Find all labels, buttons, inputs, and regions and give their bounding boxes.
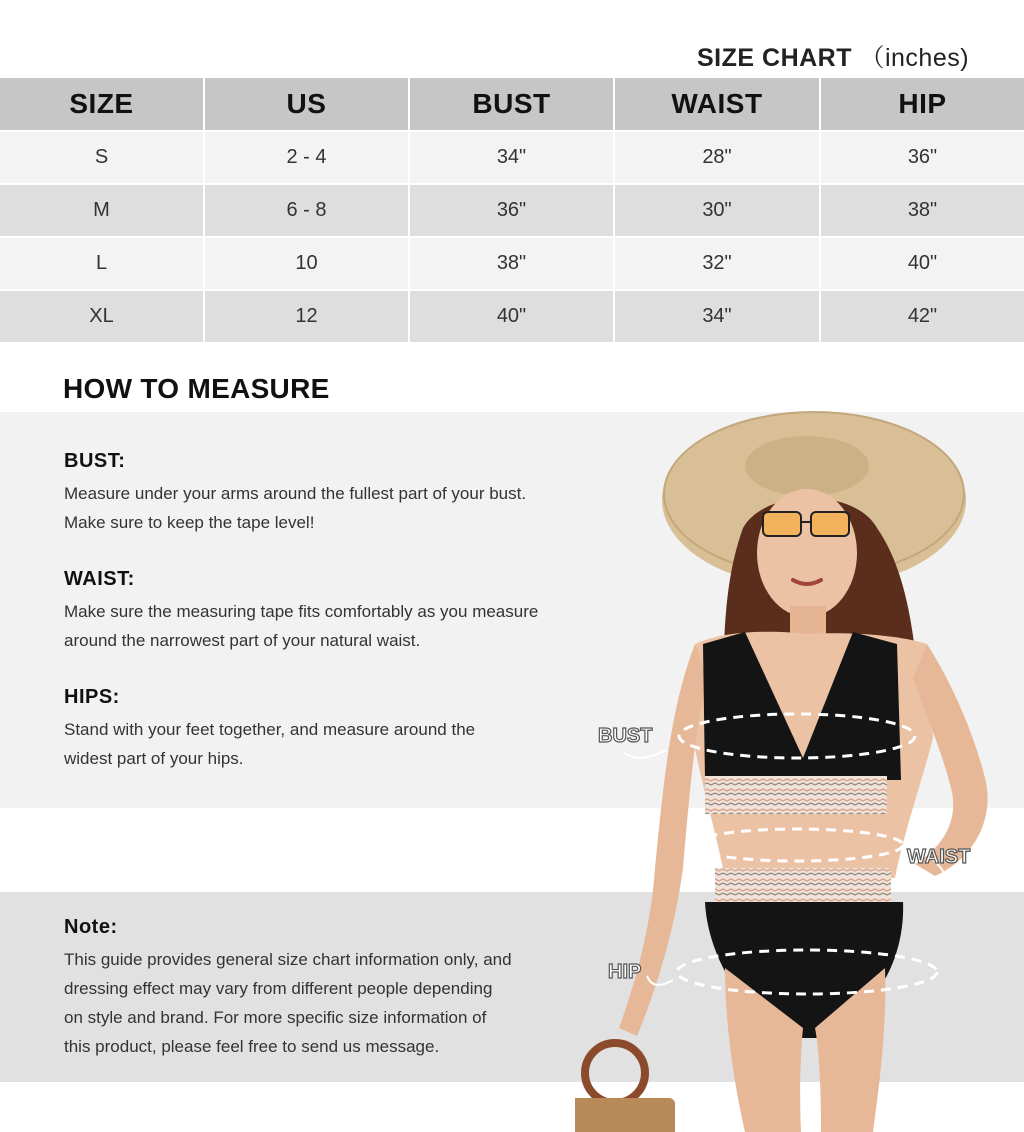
- table-cell: 42": [821, 291, 1024, 344]
- table-cell: S: [0, 132, 205, 185]
- size-chart-title: [697, 38, 969, 74]
- model-figure: [575, 408, 1024, 1132]
- hips-text: [64, 715, 624, 773]
- table-header-row: [0, 78, 1024, 132]
- column-header-size: SIZE: [0, 78, 205, 132]
- table-row: [0, 132, 1024, 185]
- table-cell: 36": [410, 185, 615, 238]
- hips-text-line: Stand with your feet together, and measure around the: [64, 720, 476, 739]
- waist-instructions: [64, 568, 624, 655]
- table-cell: M: [0, 185, 205, 238]
- column-header-hip: HIP: [821, 78, 1024, 132]
- table-cell: XL: [0, 291, 205, 344]
- column-header-us: US: [205, 78, 410, 132]
- table-cell: 40": [410, 291, 615, 344]
- table-cell: 32": [615, 238, 821, 291]
- handbag-handle-icon: [585, 1043, 645, 1103]
- bust-text-line: Measure under your arms around the fullest part of your bust.: [64, 484, 527, 503]
- bust-figure-label: BUST: [598, 725, 653, 747]
- bust-heading: BUST:: [64, 450, 126, 472]
- table-row: [0, 291, 1024, 344]
- note-text-line: this product, please feel free to send us message.: [64, 1037, 440, 1056]
- bust-text: [64, 479, 624, 537]
- hips-text-line: widest part of your hips.: [64, 749, 244, 768]
- bust-instructions: [64, 450, 624, 537]
- table-cell: 40": [821, 238, 1024, 291]
- hips-heading: HIPS:: [64, 686, 120, 708]
- note-text-line: dressing effect may vary from different people depending: [64, 979, 493, 998]
- table-cell: 2 - 4: [205, 132, 410, 185]
- waist-figure-label: WAIST: [907, 846, 971, 868]
- table-cell: 38": [410, 238, 615, 291]
- waist-text-line: Make sure the measuring tape fits comfortably as you measure: [64, 602, 539, 621]
- table-cell: 38": [821, 185, 1024, 238]
- how-to-measure-title: HOW TO MEASURE: [63, 373, 330, 404]
- face-icon: [757, 489, 857, 617]
- hip-figure-label: HIP: [608, 961, 642, 983]
- column-header-bust: BUST: [410, 78, 615, 132]
- note-block: [64, 916, 584, 1061]
- table-cell: 34": [615, 291, 821, 344]
- table-cell: 34": [410, 132, 615, 185]
- table-cell: 12: [205, 291, 410, 344]
- note-text-line: on style and brand. For more specific size information of: [64, 1008, 487, 1027]
- note-text-line: This guide provides general size chart information only, and: [64, 950, 512, 969]
- model-illustration: [575, 408, 1024, 1132]
- size-chart-title-text: SIZE CHART: [697, 44, 852, 72]
- hips-instructions: [64, 686, 624, 773]
- waist-text-line: around the narrowest part of your natural waist.: [64, 631, 421, 650]
- bust-text-line: Make sure to keep the tape level!: [64, 513, 315, 532]
- table-row: [0, 185, 1024, 238]
- table-cell: 36": [821, 132, 1024, 185]
- bikini-band-icon: [705, 776, 887, 814]
- note-heading: Note:: [64, 916, 118, 938]
- table-cell: L: [0, 238, 205, 291]
- size-table: [0, 78, 1024, 344]
- sunglasses-icon: [763, 512, 801, 536]
- table-cell: 6 - 8: [205, 185, 410, 238]
- handbag-icon: [575, 1098, 675, 1132]
- table-cell: 30": [615, 185, 821, 238]
- table-row: [0, 238, 1024, 291]
- table-cell: 10: [205, 238, 410, 291]
- waist-heading: WAIST:: [64, 568, 135, 590]
- column-header-waist: WAIST: [615, 78, 821, 132]
- table-cell: 28": [615, 132, 821, 185]
- note-text: [64, 945, 584, 1061]
- waist-text: [64, 597, 624, 655]
- size-chart-unit: （inches): [859, 44, 970, 72]
